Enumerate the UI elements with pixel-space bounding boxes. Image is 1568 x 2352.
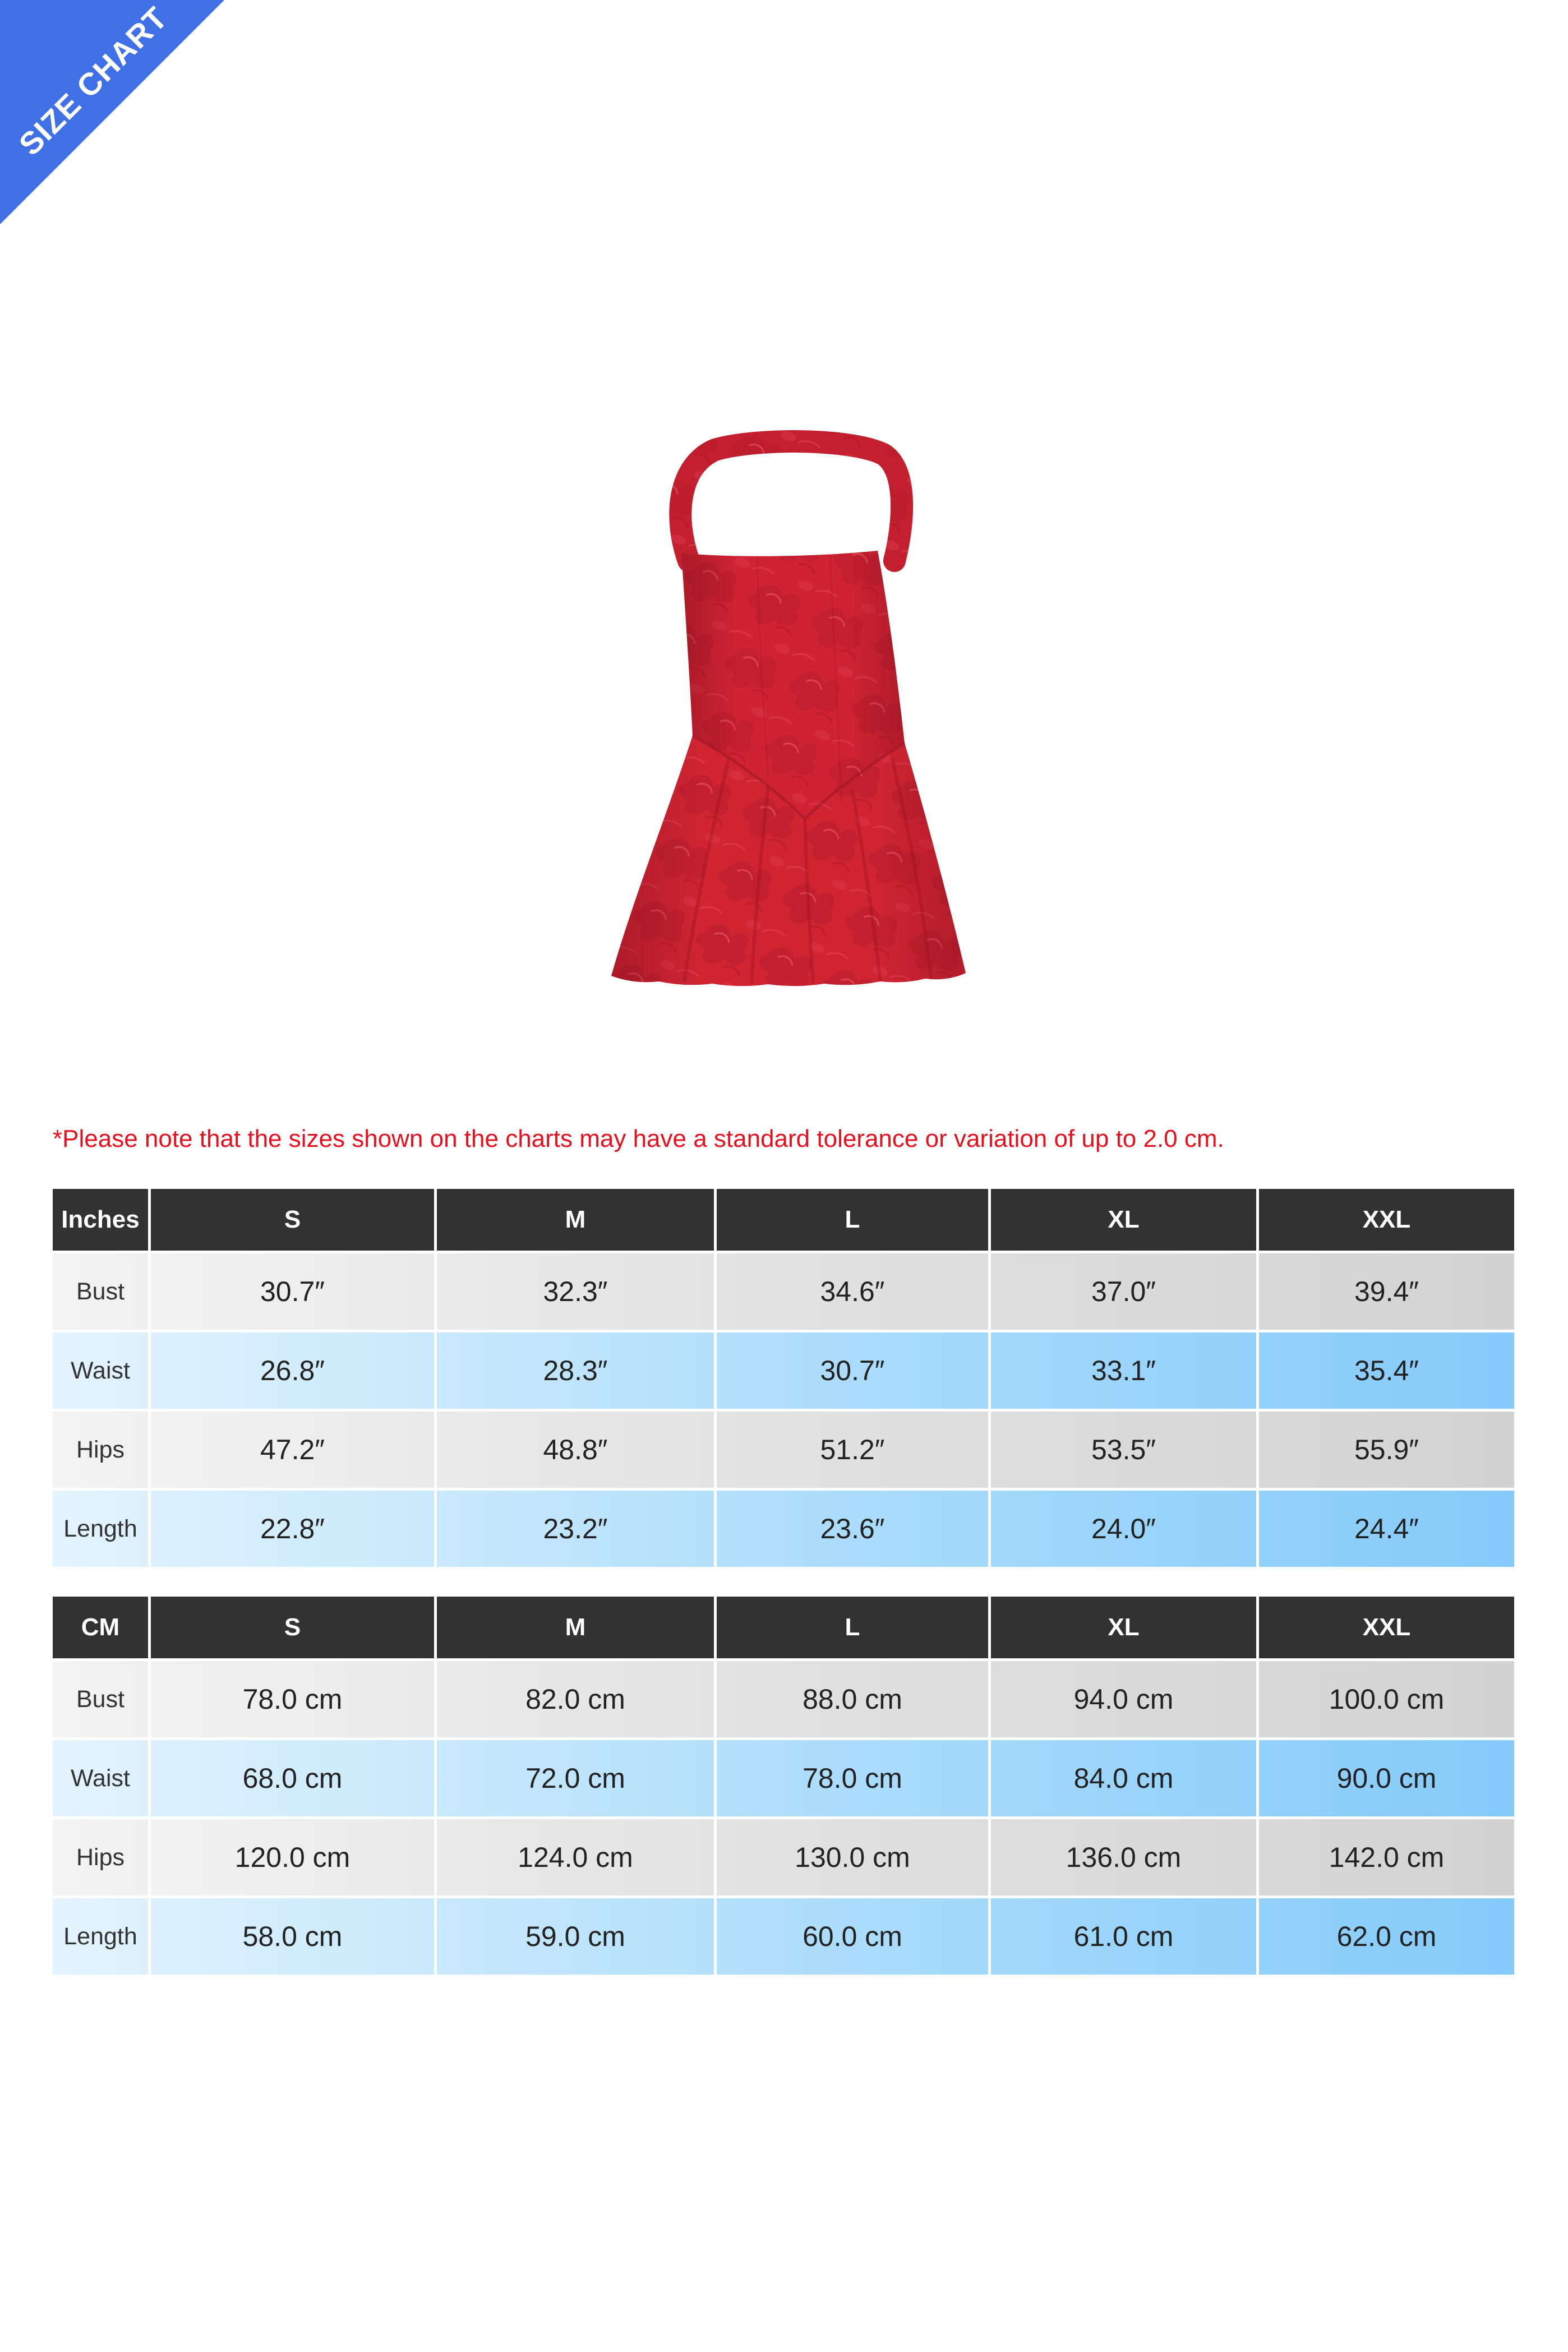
waist-m-cell: 28.3″ — [437, 1332, 714, 1409]
hips-s-cell: 47.2″ — [151, 1412, 434, 1488]
waist-xl-cell: 84.0 cm — [991, 1740, 1256, 1816]
bust-xxl-cell: 100.0 cm — [1259, 1661, 1514, 1737]
hips-s-cell: 120.0 cm — [151, 1819, 434, 1896]
bust-s-cell: 30.7″ — [151, 1253, 434, 1330]
unit-header-inches: Inches — [53, 1189, 148, 1251]
length-xl-cell: 61.0 cm — [991, 1898, 1256, 1975]
column-header-l: L — [717, 1189, 988, 1251]
hips-m-cell: 124.0 cm — [437, 1819, 714, 1896]
waist-l-cell: 78.0 cm — [717, 1740, 988, 1816]
column-header-m: M — [437, 1597, 714, 1658]
column-header-s: S — [151, 1597, 434, 1658]
hips-l-cell: 130.0 cm — [717, 1819, 988, 1896]
waist-s-cell: 26.8″ — [151, 1332, 434, 1409]
waist-m-cell: 72.0 cm — [437, 1740, 714, 1816]
column-header-m: M — [437, 1189, 714, 1251]
bust-m-cell: 82.0 cm — [437, 1661, 714, 1737]
unit-header-cm: CM — [53, 1597, 148, 1658]
size-chart-badge-label: SIZE CHART — [12, 0, 174, 162]
column-header-xxl: XXL — [1259, 1189, 1514, 1251]
waist-xxl-cell: 90.0 cm — [1259, 1740, 1514, 1816]
row-label-bust: Bust — [53, 1253, 148, 1330]
hips-m-cell: 48.8″ — [437, 1412, 714, 1488]
dress-halter-strap — [680, 441, 902, 561]
bust-l-cell: 34.6″ — [717, 1253, 988, 1330]
hips-xl-cell: 136.0 cm — [991, 1819, 1256, 1896]
length-s-cell: 58.0 cm — [151, 1898, 434, 1975]
length-s-cell: 22.8″ — [151, 1491, 434, 1567]
product-image — [589, 426, 993, 1004]
size-table-cm — [53, 1597, 1514, 1975]
bust-xl-cell: 94.0 cm — [991, 1661, 1256, 1737]
row-label-hips: Hips — [53, 1819, 148, 1896]
row-label-bust: Bust — [53, 1661, 148, 1737]
waist-xxl-cell: 35.4″ — [1259, 1332, 1514, 1409]
column-header-s: S — [151, 1189, 434, 1251]
bust-xl-cell: 37.0″ — [991, 1253, 1256, 1330]
length-m-cell: 59.0 cm — [437, 1898, 714, 1975]
length-l-cell: 60.0 cm — [717, 1898, 988, 1975]
row-label-length: Length — [53, 1491, 148, 1567]
length-l-cell: 23.6″ — [717, 1491, 988, 1567]
bust-m-cell: 32.3″ — [437, 1253, 714, 1330]
row-label-length: Length — [53, 1898, 148, 1975]
column-header-xl: XL — [991, 1597, 1256, 1658]
hips-xxl-cell: 142.0 cm — [1259, 1819, 1514, 1896]
hips-l-cell: 51.2″ — [717, 1412, 988, 1488]
tolerance-note: *Please note that the sizes shown on the charts may have a standard tolerance or variation of up to 2.0 cm. — [53, 1125, 1224, 1152]
size-table-inches — [53, 1189, 1514, 1567]
bust-s-cell: 78.0 cm — [151, 1661, 434, 1737]
row-label-waist: Waist — [53, 1740, 148, 1816]
length-xl-cell: 24.0″ — [991, 1491, 1256, 1567]
column-header-xxl: XXL — [1259, 1597, 1514, 1658]
bust-xxl-cell: 39.4″ — [1259, 1253, 1514, 1330]
column-header-l: L — [717, 1597, 988, 1658]
column-header-xl: XL — [991, 1189, 1256, 1251]
waist-s-cell: 68.0 cm — [151, 1740, 434, 1816]
bust-l-cell: 88.0 cm — [717, 1661, 988, 1737]
hips-xl-cell: 53.5″ — [991, 1412, 1256, 1488]
length-xxl-cell: 62.0 cm — [1259, 1898, 1514, 1975]
row-label-waist: Waist — [53, 1332, 148, 1409]
hips-xxl-cell: 55.9″ — [1259, 1412, 1514, 1488]
row-label-hips: Hips — [53, 1412, 148, 1488]
length-xxl-cell: 24.4″ — [1259, 1491, 1514, 1567]
waist-l-cell: 30.7″ — [717, 1332, 988, 1409]
waist-xl-cell: 33.1″ — [991, 1332, 1256, 1409]
length-m-cell: 23.2″ — [437, 1491, 714, 1567]
